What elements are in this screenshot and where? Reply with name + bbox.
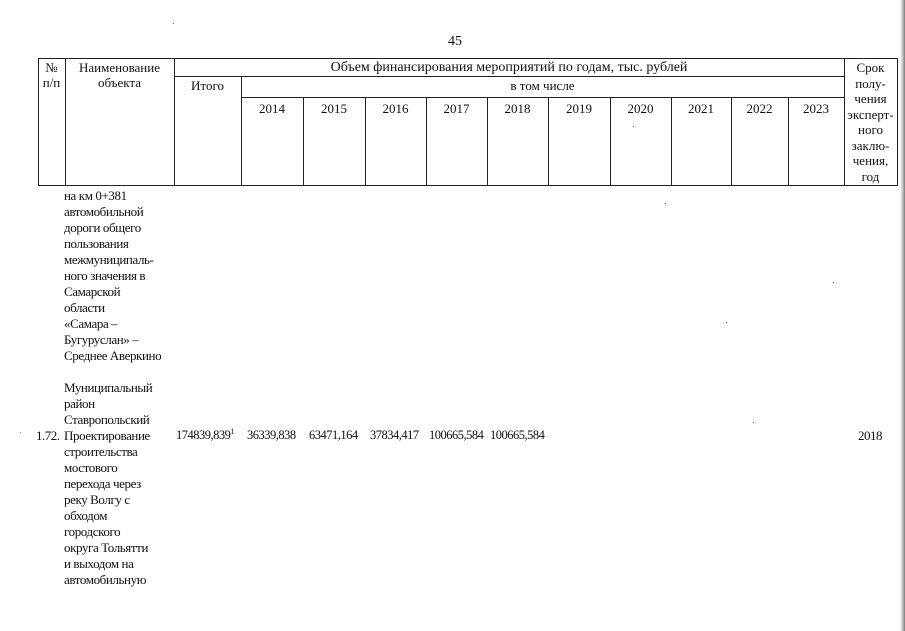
header-year-2023: 2023 [803, 101, 829, 116]
page-number: 45 [448, 34, 462, 49]
header-year-2014: 2014 [259, 101, 285, 116]
header-year-2020: 2020 [627, 101, 654, 116]
header-number: № п/п [42, 60, 61, 90]
header-deadline: Срок полу- чения эксперт- ного заклю- чения, год [847, 60, 894, 184]
row-total-footnote: 1 [230, 426, 234, 436]
row-value-2017: 100665,584 [429, 428, 484, 442]
scan-speck [20, 432, 21, 433]
row-object-name: Проектирование строительства мостового перехода через реку Волгу с обходом городского округа Тольятти и выходом на автомобильную [64, 428, 150, 587]
header-total: Итого [191, 78, 224, 93]
district-name: Муниципальный район Ставропольский [64, 380, 153, 427]
header-year-2021: 2021 [688, 101, 714, 116]
header-year-2022: 2022 [746, 101, 773, 116]
row-number: 1.72. [36, 428, 60, 443]
row-value-2014: 36339,838 [247, 428, 296, 442]
header-year-2015: 2015 [321, 101, 347, 116]
scan-speck [633, 126, 634, 127]
scan-speck [726, 322, 727, 323]
scan-speck [173, 23, 174, 24]
header-year-2019: 2019 [566, 101, 592, 116]
header-year-2017: 2017 [443, 101, 470, 116]
row-total [176, 428, 234, 443]
row-deadline: 2018 [858, 428, 882, 443]
scan-speck [753, 422, 754, 423]
row-value-2018: 100665,584 [490, 428, 545, 442]
scan-edge-shadow [900, 0, 905, 631]
row-value-2016: 37834,417 [370, 428, 419, 442]
scan-speck [665, 203, 666, 204]
scan-speck [833, 282, 834, 283]
header-financing: Объем финансирования мероприятий по годам, тыс. рублей [330, 60, 688, 75]
header-year-2016: 2016 [382, 101, 409, 116]
header-object-name: Наименование объекта [79, 60, 160, 90]
row-value-2015: 63471,164 [309, 428, 358, 442]
continued-object-name: на км 0+381 автомобильной дороги общего пользования межмуниципаль- ного значения в Самарской области «Самара – Бугуруслан» – Среднее Аверкино [64, 188, 162, 363]
header-year-2018: 2018 [504, 101, 531, 116]
header-including: в том числе [510, 78, 575, 93]
row-total-value: 174839,839 [176, 428, 231, 442]
